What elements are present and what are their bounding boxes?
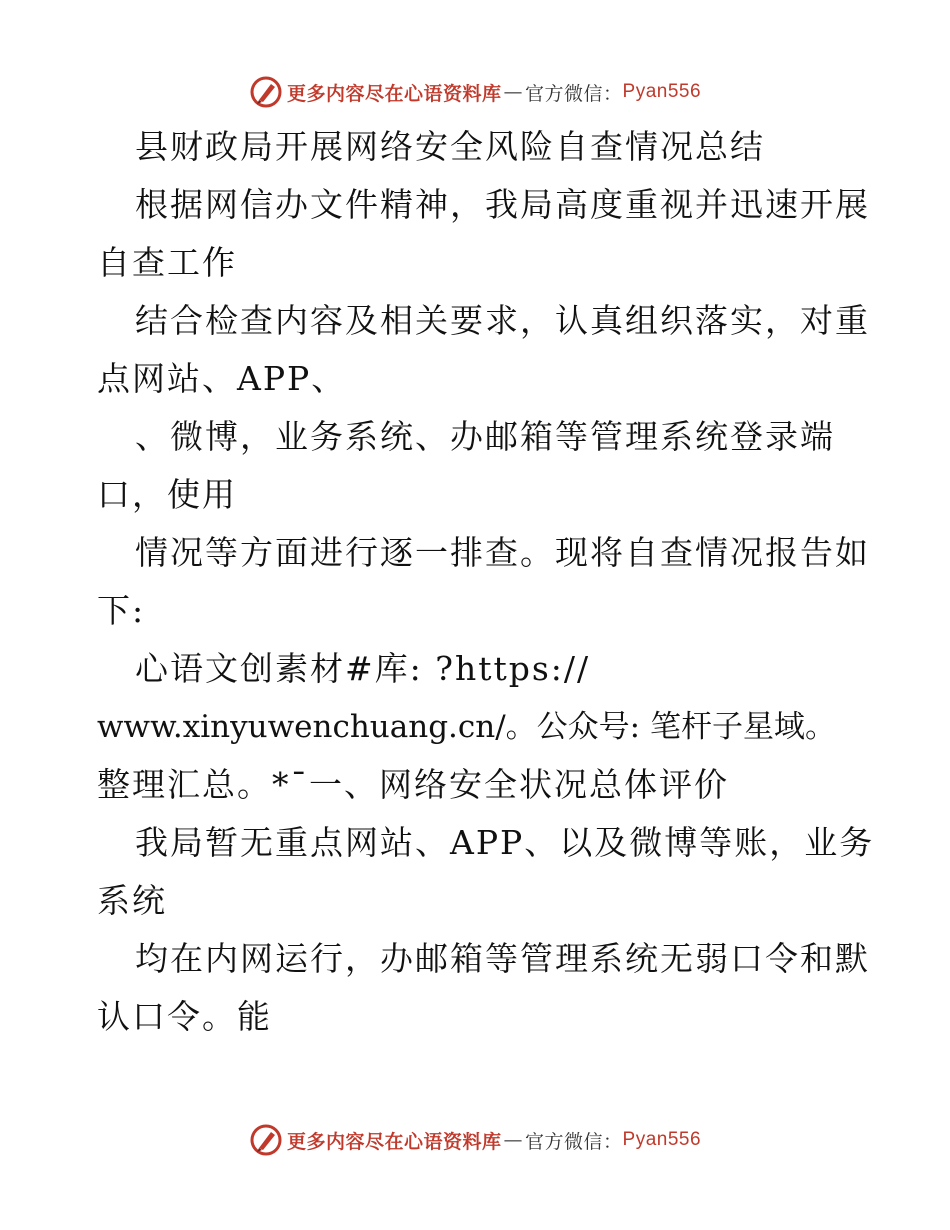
paragraph-line: 心语文创素材#库: ?https:// bbox=[135, 649, 591, 688]
footer-colon: ： bbox=[603, 1130, 623, 1153]
document-title: 县财政局开展网络安全风险自查情况总结 bbox=[135, 127, 765, 166]
footer-banner bbox=[0, 1120, 950, 1160]
document-body bbox=[97, 118, 875, 1046]
header-wechat-id: Pyan556 bbox=[622, 81, 702, 102]
paragraph-line: 系统 bbox=[97, 881, 167, 920]
paragraph-line: 自查工作 bbox=[97, 243, 237, 282]
paragraph-line: 我局暂无重点网站、APP、以及微博等账，业务 bbox=[135, 823, 875, 862]
paragraph-line: 根据网信办文件精神，我局高度重视并迅速开展 bbox=[135, 185, 870, 224]
paragraph-line: 情况等方面进行逐一排查。现将自查情况报告如 bbox=[135, 533, 870, 572]
paragraph-line: 均在内网运行，办邮箱等管理系统无弱口令和默 bbox=[135, 939, 870, 978]
paragraph-line: 结合检查内容及相关要求，认真组织落实，对重 bbox=[135, 301, 870, 340]
header-colon: ： bbox=[603, 82, 623, 105]
paragraph-line: 点网站、APP、 bbox=[97, 359, 347, 398]
header-dash: — bbox=[503, 81, 523, 103]
paragraph-line: 下: bbox=[97, 591, 146, 630]
header-official-label: 官方微信 bbox=[524, 82, 603, 105]
footer-dash: — bbox=[503, 1129, 523, 1151]
section-heading-line: 整理汇总。*¯一、网络安全状况总体评价 bbox=[97, 765, 729, 804]
paragraph-line: 认口令。能 bbox=[97, 997, 272, 1036]
footer-brand-text: 更多内容尽在心语资料库 bbox=[286, 1130, 502, 1153]
paragraph-line: www.xinyuwenchuang.cn/。公众号: 笔杆子星域。 bbox=[97, 709, 836, 745]
paragraph-line: 、微博，业务系统、办邮箱等管理系统登录端 bbox=[135, 417, 835, 456]
pen-logo-icon bbox=[249, 75, 283, 109]
header-brand-text: 更多内容尽在心语资料库 bbox=[286, 82, 502, 105]
header-banner bbox=[0, 72, 950, 112]
footer-wechat-id: Pyan556 bbox=[622, 1129, 702, 1150]
paragraph-line: 口，使用 bbox=[97, 475, 237, 514]
pen-logo-icon bbox=[249, 1123, 283, 1157]
footer-official-label: 官方微信 bbox=[524, 1130, 603, 1153]
